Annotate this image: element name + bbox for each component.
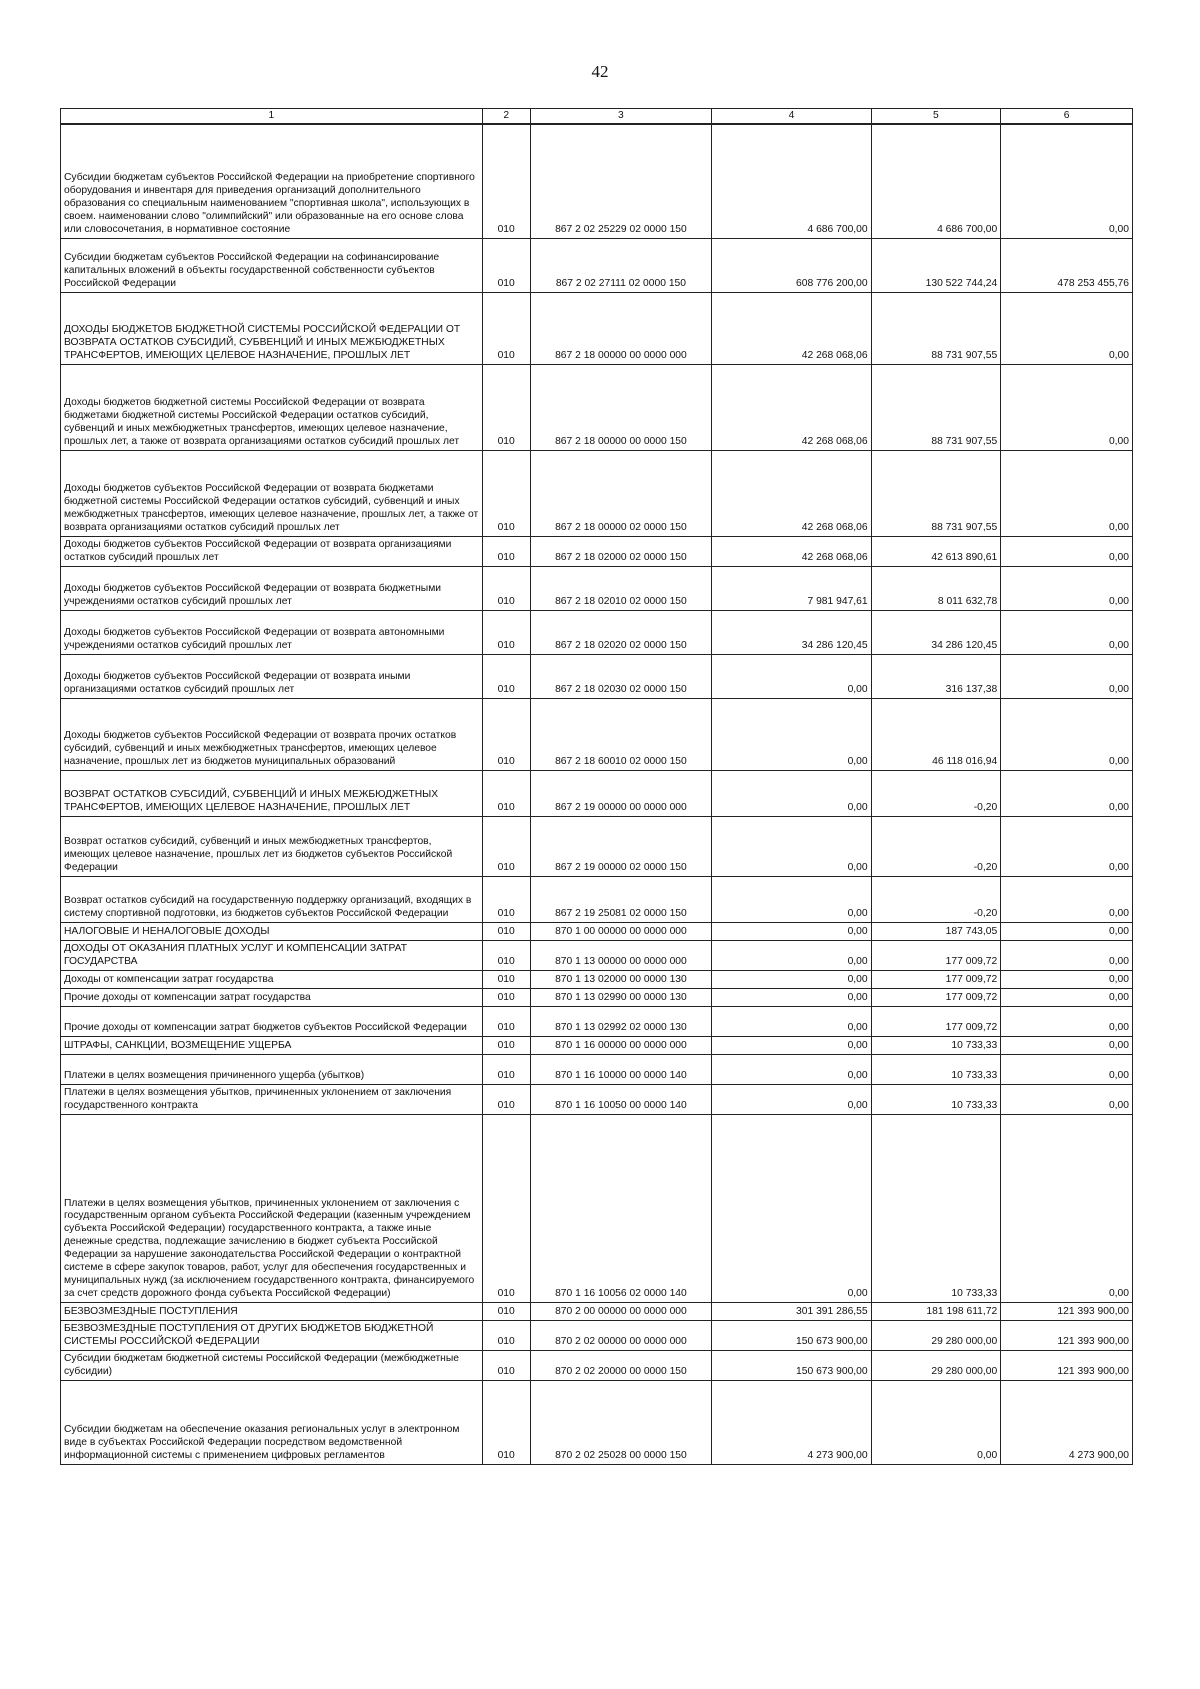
row-description: ВОЗВРАТ ОСТАТКОВ СУБСИДИЙ, СУБВЕНЦИЙ И ИНЫХ МЕЖБЮДЖЕТНЫХ ТРАНСФЕРТОВ, ИМЕЮЩИХ ЦЕЛЕВОЕ НАЗНАЧЕНИЕ, ПРОШЛЫХ ЛЕТ bbox=[61, 770, 483, 816]
row-description: Платежи в целях возмещения причиненного ущерба (убытков) bbox=[61, 1054, 483, 1084]
row-code: 010 bbox=[482, 450, 530, 536]
row-description: Субсидии бюджетам субъектов Российской Федерации на приобретение спортивного оборудования и инвентаря для приведения организаций дополнительного образования со специальным наименованием "спортивная школа", использующих в своем. наименовании слово "олимпийский" или образованные на его основе слова или словосочетания, в нормативное состояние bbox=[61, 124, 483, 238]
row-code: 010 bbox=[482, 364, 530, 450]
budget-classification-code: 870 1 16 10056 02 0000 140 bbox=[530, 1114, 712, 1302]
amount-col5: -0,20 bbox=[871, 770, 1001, 816]
table-row bbox=[61, 536, 1133, 566]
amount-col5: 10 733,33 bbox=[871, 1114, 1001, 1302]
amount-col6: 121 393 900,00 bbox=[1001, 1350, 1133, 1380]
amount-col4: 0,00 bbox=[712, 1084, 871, 1114]
amount-col4: 301 391 286,55 bbox=[712, 1302, 871, 1320]
amount-col5: 46 118 016,94 bbox=[871, 698, 1001, 770]
amount-col6: 0,00 bbox=[1001, 292, 1133, 364]
budget-classification-code: 870 2 02 20000 00 0000 150 bbox=[530, 1350, 712, 1380]
row-description: Доходы бюджетов субъектов Российской Федерации от возврата иными организациями остатков субсидий прошлых лет bbox=[61, 654, 483, 698]
amount-col6: 0,00 bbox=[1001, 1036, 1133, 1054]
row-code: 010 bbox=[482, 816, 530, 876]
budget-classification-code: 870 1 13 02990 00 0000 130 bbox=[530, 988, 712, 1006]
row-code: 010 bbox=[482, 1302, 530, 1320]
amount-col6: 0,00 bbox=[1001, 654, 1133, 698]
amount-col6: 121 393 900,00 bbox=[1001, 1302, 1133, 1320]
amount-col4: 0,00 bbox=[712, 816, 871, 876]
amount-col5: 177 009,72 bbox=[871, 970, 1001, 988]
amount-col4: 42 268 068,06 bbox=[712, 450, 871, 536]
amount-col5: 8 011 632,78 bbox=[871, 566, 1001, 610]
row-description: Прочие доходы от компенсации затрат бюджетов субъектов Российской Федерации bbox=[61, 1006, 483, 1036]
row-code: 010 bbox=[482, 292, 530, 364]
budget-classification-code: 867 2 18 00000 02 0000 150 bbox=[530, 450, 712, 536]
budget-classification-code: 867 2 18 00000 00 0000 150 bbox=[530, 364, 712, 450]
amount-col5: -0,20 bbox=[871, 876, 1001, 922]
amount-col5: 42 613 890,61 bbox=[871, 536, 1001, 566]
budget-classification-code: 867 2 19 00000 00 0000 000 bbox=[530, 770, 712, 816]
column-header: 6 bbox=[1001, 109, 1133, 125]
row-description: Доходы бюджетов субъектов Российской Федерации от возврата бюджетными учреждениями остатков субсидий прошлых лет bbox=[61, 566, 483, 610]
table-row bbox=[61, 970, 1133, 988]
table-row bbox=[61, 770, 1133, 816]
budget-classification-code: 870 1 16 10050 00 0000 140 bbox=[530, 1084, 712, 1114]
row-description: Возврат остатков субсидий, субвенций и иных межбюджетных трансфертов, имеющих целевое назначение, прошлых лет из бюджетов субъектов Российской Федерации bbox=[61, 816, 483, 876]
amount-col6: 0,00 bbox=[1001, 536, 1133, 566]
row-description: Субсидии бюджетам бюджетной системы Российской Федерации (межбюджетные субсидии) bbox=[61, 1350, 483, 1380]
row-description: Доходы бюджетов субъектов Российской Федерации от возврата прочих остатков субсидий, субвенций и иных межбюджетных трансфертов, имеющих целевое назначение, прошлых лет из бюджетов муниципальных образований bbox=[61, 698, 483, 770]
row-description: НАЛОГОВЫЕ И НЕНАЛОГОВЫЕ ДОХОДЫ bbox=[61, 922, 483, 940]
amount-col4: 0,00 bbox=[712, 1054, 871, 1084]
amount-col6: 0,00 bbox=[1001, 940, 1133, 970]
row-code: 010 bbox=[482, 536, 530, 566]
row-code: 010 bbox=[482, 698, 530, 770]
row-description: Платежи в целях возмещения убытков, причиненных уклонением от заключения государственного контракта bbox=[61, 1084, 483, 1114]
amount-col4: 608 776 200,00 bbox=[712, 238, 871, 292]
row-code: 010 bbox=[482, 1054, 530, 1084]
row-description: ШТРАФЫ, САНКЦИИ, ВОЗМЕЩЕНИЕ УЩЕРБА bbox=[61, 1036, 483, 1054]
table-row bbox=[61, 1380, 1133, 1464]
table-row bbox=[61, 1114, 1133, 1302]
budget-classification-code: 867 2 19 00000 02 0000 150 bbox=[530, 816, 712, 876]
table-row bbox=[61, 876, 1133, 922]
row-description: Возврат остатков субсидий на государственную поддержку организаций, входящих в систему спортивной подготовки, из бюджетов субъектов Российской Федерации bbox=[61, 876, 483, 922]
amount-col4: 7 981 947,61 bbox=[712, 566, 871, 610]
table-row bbox=[61, 816, 1133, 876]
row-description: Субсидии бюджетам субъектов Российской Федерации на софинансирование капитальных вложений в объекты государственной собственности субъектов Российской Федерации bbox=[61, 238, 483, 292]
amount-col5: 88 731 907,55 bbox=[871, 450, 1001, 536]
table-row bbox=[61, 1006, 1133, 1036]
table-row bbox=[61, 450, 1133, 536]
row-code: 010 bbox=[482, 238, 530, 292]
amount-col4: 0,00 bbox=[712, 1006, 871, 1036]
table-row bbox=[61, 922, 1133, 940]
budget-classification-code: 870 2 02 00000 00 0000 000 bbox=[530, 1320, 712, 1350]
budget-classification-code: 867 2 18 02030 02 0000 150 bbox=[530, 654, 712, 698]
row-description: Доходы бюджетов субъектов Российской Федерации от возврата бюджетами бюджетной системы Российской Федерации остатков субсидий, субвенций и иных межбюджетных трансфертов, имеющих целевое назначение, прошлых лет, а также от возврата организациями остатков субсидий прошлых лет bbox=[61, 450, 483, 536]
table-header-row bbox=[61, 109, 1133, 125]
amount-col5: 88 731 907,55 bbox=[871, 292, 1001, 364]
amount-col4: 150 673 900,00 bbox=[712, 1320, 871, 1350]
row-code: 010 bbox=[482, 610, 530, 654]
amount-col4: 0,00 bbox=[712, 1114, 871, 1302]
budget-classification-code: 867 2 19 25081 02 0000 150 bbox=[530, 876, 712, 922]
amount-col5: 0,00 bbox=[871, 1380, 1001, 1464]
column-header: 2 bbox=[482, 109, 530, 125]
amount-col4: 0,00 bbox=[712, 698, 871, 770]
amount-col4: 0,00 bbox=[712, 970, 871, 988]
budget-classification-code: 867 2 02 25229 02 0000 150 bbox=[530, 124, 712, 238]
column-header: 1 bbox=[61, 109, 483, 125]
row-code: 010 bbox=[482, 566, 530, 610]
amount-col4: 0,00 bbox=[712, 876, 871, 922]
amount-col5: 10 733,33 bbox=[871, 1084, 1001, 1114]
amount-col5: 10 733,33 bbox=[871, 1054, 1001, 1084]
amount-col6: 0,00 bbox=[1001, 988, 1133, 1006]
budget-classification-code: 870 2 00 00000 00 0000 000 bbox=[530, 1302, 712, 1320]
budget-classification-code: 870 1 16 00000 00 0000 000 bbox=[530, 1036, 712, 1054]
table-row bbox=[61, 1036, 1133, 1054]
table-row bbox=[61, 292, 1133, 364]
table-body bbox=[61, 124, 1133, 1464]
row-description: Доходы от компенсации затрат государства bbox=[61, 970, 483, 988]
amount-col4: 0,00 bbox=[712, 1036, 871, 1054]
table-row bbox=[61, 364, 1133, 450]
row-code: 010 bbox=[482, 940, 530, 970]
amount-col5: 181 198 611,72 bbox=[871, 1302, 1001, 1320]
row-code: 010 bbox=[482, 1036, 530, 1054]
budget-classification-code: 867 2 18 60010 02 0000 150 bbox=[530, 698, 712, 770]
row-code: 010 bbox=[482, 1380, 530, 1464]
budget-classification-code: 867 2 18 00000 00 0000 000 bbox=[530, 292, 712, 364]
table-row bbox=[61, 1350, 1133, 1380]
table-row bbox=[61, 988, 1133, 1006]
amount-col5: 130 522 744,24 bbox=[871, 238, 1001, 292]
budget-classification-code: 870 1 13 02992 02 0000 130 bbox=[530, 1006, 712, 1036]
column-header: 3 bbox=[530, 109, 712, 125]
row-code: 010 bbox=[482, 970, 530, 988]
report-table bbox=[60, 108, 1133, 1465]
amount-col4: 4 686 700,00 bbox=[712, 124, 871, 238]
row-description: БЕЗВОЗМЕЗДНЫЕ ПОСТУПЛЕНИЯ bbox=[61, 1302, 483, 1320]
amount-col5: 29 280 000,00 bbox=[871, 1320, 1001, 1350]
budget-classification-code: 870 1 16 10000 00 0000 140 bbox=[530, 1054, 712, 1084]
amount-col4: 0,00 bbox=[712, 770, 871, 816]
row-description: ДОХОДЫ ОТ ОКАЗАНИЯ ПЛАТНЫХ УСЛУГ И КОМПЕНСАЦИИ ЗАТРАТ ГОСУДАРСТВА bbox=[61, 940, 483, 970]
table-row bbox=[61, 940, 1133, 970]
amount-col6: 0,00 bbox=[1001, 816, 1133, 876]
row-description: Доходы бюджетов субъектов Российской Федерации от возврата организациями остатков субсидий прошлых лет bbox=[61, 536, 483, 566]
amount-col5: 34 286 120,45 bbox=[871, 610, 1001, 654]
budget-classification-code: 870 2 02 25028 00 0000 150 bbox=[530, 1380, 712, 1464]
amount-col5: 187 743,05 bbox=[871, 922, 1001, 940]
table-row bbox=[61, 1054, 1133, 1084]
amount-col4: 0,00 bbox=[712, 922, 871, 940]
amount-col6: 478 253 455,76 bbox=[1001, 238, 1133, 292]
budget-classification-code: 867 2 02 27111 02 0000 150 bbox=[530, 238, 712, 292]
row-code: 010 bbox=[482, 654, 530, 698]
row-description: БЕЗВОЗМЕЗДНЫЕ ПОСТУПЛЕНИЯ ОТ ДРУГИХ БЮДЖЕТОВ БЮДЖЕТНОЙ СИСТЕМЫ РОССИЙСКОЙ ФЕДЕРАЦИИ bbox=[61, 1320, 483, 1350]
column-header: 4 bbox=[712, 109, 871, 125]
row-description: Субсидии бюджетам на обеспечение оказания региональных услуг в электронном виде в субъектах Российской Федерации посредством ведомственной информационной системы с применением цифровых регламентов bbox=[61, 1380, 483, 1464]
amount-col5: 4 686 700,00 bbox=[871, 124, 1001, 238]
row-description: Прочие доходы от компенсации затрат государства bbox=[61, 988, 483, 1006]
amount-col5: 177 009,72 bbox=[871, 988, 1001, 1006]
amount-col5: 177 009,72 bbox=[871, 940, 1001, 970]
amount-col4: 0,00 bbox=[712, 654, 871, 698]
budget-classification-code: 867 2 18 02020 02 0000 150 bbox=[530, 610, 712, 654]
amount-col4: 34 286 120,45 bbox=[712, 610, 871, 654]
amount-col4: 0,00 bbox=[712, 988, 871, 1006]
table-row bbox=[61, 566, 1133, 610]
amount-col4: 0,00 bbox=[712, 940, 871, 970]
row-code: 010 bbox=[482, 1084, 530, 1114]
amount-col6: 0,00 bbox=[1001, 364, 1133, 450]
amount-col6: 0,00 bbox=[1001, 698, 1133, 770]
row-code: 010 bbox=[482, 988, 530, 1006]
amount-col4: 4 273 900,00 bbox=[712, 1380, 871, 1464]
row-code: 010 bbox=[482, 124, 530, 238]
amount-col5: 316 137,38 bbox=[871, 654, 1001, 698]
row-code: 010 bbox=[482, 1006, 530, 1036]
amount-col5: 29 280 000,00 bbox=[871, 1350, 1001, 1380]
table-row bbox=[61, 1302, 1133, 1320]
table-row bbox=[61, 124, 1133, 238]
row-description: Платежи в целях возмещения убытков, причиненных уклонением от заключения с государственным органом субъекта Российской Федерации (казенным учреждением субъекта Российской Федерации) государственного контракта, а также иные денежные средства, подлежащие зачислению в бюджет субъекта Российской Федерации за нарушение законодательства Российской Федерации о контрактной системе в сфере закупок товаров, работ, услуг для обеспечения государственных и муниципальных нужд (за исключением государственного контракта, финансируемого за счет средств дорожного фонда субъекта Российской Федерации) bbox=[61, 1114, 483, 1302]
budget-classification-code: 870 1 13 00000 00 0000 000 bbox=[530, 940, 712, 970]
row-code: 010 bbox=[482, 922, 530, 940]
table-row bbox=[61, 1084, 1133, 1114]
table-row bbox=[61, 1320, 1133, 1350]
row-code: 010 bbox=[482, 770, 530, 816]
row-code: 010 bbox=[482, 1320, 530, 1350]
amount-col6: 0,00 bbox=[1001, 1006, 1133, 1036]
column-header: 5 bbox=[871, 109, 1001, 125]
amount-col6: 0,00 bbox=[1001, 450, 1133, 536]
amount-col6: 0,00 bbox=[1001, 1114, 1133, 1302]
amount-col6: 0,00 bbox=[1001, 770, 1133, 816]
amount-col4: 42 268 068,06 bbox=[712, 292, 871, 364]
row-code: 010 bbox=[482, 1114, 530, 1302]
amount-col6: 0,00 bbox=[1001, 1084, 1133, 1114]
budget-classification-code: 867 2 18 02000 02 0000 150 bbox=[530, 536, 712, 566]
amount-col5: 177 009,72 bbox=[871, 1006, 1001, 1036]
amount-col5: -0,20 bbox=[871, 816, 1001, 876]
table-row bbox=[61, 610, 1133, 654]
amount-col6: 0,00 bbox=[1001, 876, 1133, 922]
amount-col6: 0,00 bbox=[1001, 610, 1133, 654]
table-row bbox=[61, 654, 1133, 698]
amount-col6: 121 393 900,00 bbox=[1001, 1320, 1133, 1350]
amount-col4: 42 268 068,06 bbox=[712, 364, 871, 450]
table-row bbox=[61, 238, 1133, 292]
amount-col6: 0,00 bbox=[1001, 922, 1133, 940]
budget-classification-code: 867 2 18 02010 02 0000 150 bbox=[530, 566, 712, 610]
budget-classification-code: 870 1 00 00000 00 0000 000 bbox=[530, 922, 712, 940]
amount-col4: 42 268 068,06 bbox=[712, 536, 871, 566]
amount-col4: 150 673 900,00 bbox=[712, 1350, 871, 1380]
row-description: Доходы бюджетов субъектов Российской Федерации от возврата автономными учреждениями остатков субсидий прошлых лет bbox=[61, 610, 483, 654]
amount-col6: 0,00 bbox=[1001, 970, 1133, 988]
row-description: ДОХОДЫ БЮДЖЕТОВ БЮДЖЕТНОЙ СИСТЕМЫ РОССИЙСКОЙ ФЕДЕРАЦИИ ОТ ВОЗВРАТА ОСТАТКОВ СУБСИДИЙ, СУБВЕНЦИЙ И ИНЫХ МЕЖБЮДЖЕТНЫХ ТРАНСФЕРТОВ, ИМЕЮЩИХ ЦЕЛЕВОЕ НАЗНАЧЕНИЕ, ПРОШЛЫХ ЛЕТ bbox=[61, 292, 483, 364]
amount-col6: 4 273 900,00 bbox=[1001, 1380, 1133, 1464]
page-number: 42 bbox=[591, 62, 609, 81]
budget-classification-code: 870 1 13 02000 00 0000 130 bbox=[530, 970, 712, 988]
amount-col6: 0,00 bbox=[1001, 1054, 1133, 1084]
amount-col6: 0,00 bbox=[1001, 124, 1133, 238]
amount-col6: 0,00 bbox=[1001, 566, 1133, 610]
amount-col5: 10 733,33 bbox=[871, 1036, 1001, 1054]
row-code: 010 bbox=[482, 876, 530, 922]
row-description: Доходы бюджетов бюджетной системы Российской Федерации от возврата бюджетами бюджетной системы Российской Федерации остатков субсидий, субвенций и иных межбюджетных трансфертов, имеющих целевое назначение, прошлых лет, а также от возврата организациями остатков субсидий прошлых лет bbox=[61, 364, 483, 450]
table-row bbox=[61, 698, 1133, 770]
amount-col5: 88 731 907,55 bbox=[871, 364, 1001, 450]
row-code: 010 bbox=[482, 1350, 530, 1380]
